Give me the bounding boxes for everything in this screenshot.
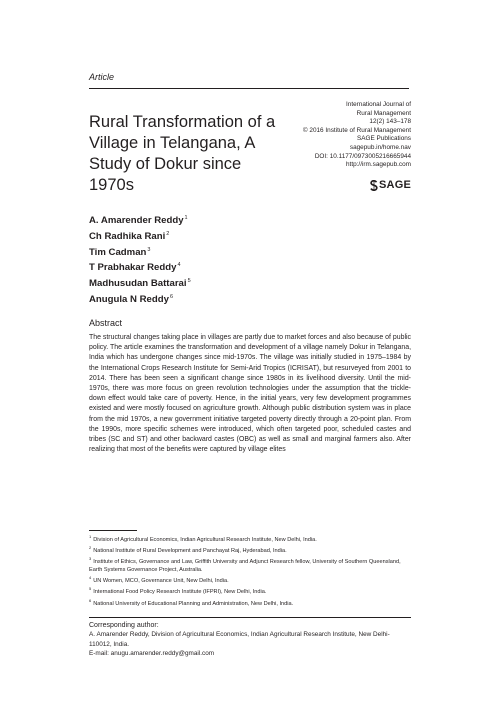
affiliation-marker[interactable]: 1 [184,215,188,221]
author-list [89,212,191,307]
footnote-number: 2 [89,545,92,551]
footnote-rule [89,530,137,531]
footnote [89,574,411,585]
affiliation-marker[interactable]: 4 [177,262,181,269]
footnote-number: 5 [89,586,92,592]
affiliation-marker[interactable]: 6 [169,293,174,300]
journal-link[interactable]: http://irm.sagepub.com [345,161,411,169]
footnote-text: National University of Educational Planning and Administration, New Delhi, India. [93,600,294,607]
author-name: A. Amarender Reddy [89,215,184,227]
footnote-text: Institute of Ethics, Governance and Law, Griffith University and Adjunct Research fellow, University of Southern Queensland, Earth Systems Governance Project, Australia. [89,558,401,574]
footnote [89,533,411,544]
author [89,291,191,307]
sage-logo [370,179,411,191]
sage-icon [370,180,378,191]
corresponding-email[interactable]: E-mail: anugu.amarender.reddy@gmail.com [89,649,215,657]
author [89,212,191,228]
author-name: Anugula N Reddy [89,294,169,306]
footnote-number: 3 [89,556,92,562]
footnote-text: UN Women, MCO, Governance Unit, New Delhi, India. [93,578,229,585]
article-type-label: Article [89,72,115,82]
author-name: T Prabhakar Reddy [89,262,177,274]
footnote-number: 1 [89,534,92,539]
footnote [89,555,411,574]
abstract-heading: Abstract [89,318,123,328]
journal-info [250,101,411,170]
author [89,228,191,244]
footnote-text: International Food Policy Research Institute (IFPRI), New Delhi, India. [93,589,267,596]
author-name: Tim Cadman [89,246,147,258]
affiliation-marker[interactable]: 2 [166,230,170,237]
author-name: Ch Radhika Rani [89,230,166,242]
author [89,259,191,275]
footnote-text: Division of Agricultural Economics, Indian Agricultural Research Institute, New Delhi, India. [93,536,317,543]
footnotes [89,533,411,608]
corresponding-heading: Corresponding author: [89,622,159,629]
journal-line: SAGE Publications [357,135,411,143]
footnote [89,544,411,555]
journal-line: Rural Management [356,109,411,117]
footnote-text: National Institute of Rural Development and Panchayat Raj, Hyderabad, India. [93,547,287,554]
journal-line: International Journal of [345,101,411,108]
footnote-number: 6 [89,597,92,603]
footnote-number: 4 [89,575,92,581]
header-rule [89,88,409,89]
affiliation-marker[interactable]: 5 [187,278,191,285]
author [89,244,191,260]
journal-link[interactable]: sagepub.in/home.nav [349,143,411,151]
journal-line: 12(2) 143–178 [369,118,411,126]
corresponding-author [89,621,411,658]
affiliation-marker[interactable]: 3 [147,246,151,253]
footnote [89,597,411,608]
abstract-body: The structural changes taking place in villages are partly due to market forces and also because of public policy. The article examines the transformation and development of a village namely Dokur in Telangana, India which has undergone changes since mid-1970s. The village was initially studied in 1975–1984 by the International Crops Research Institute for Semi-Arid Tropics (ICRISAT), but resurveyed from 2001 to 2014. There has been seen a significant change since 1980s in its livelihood diversity. Until the mid-1970s, there was more focus on green revolution technologies under the assumption that the trickle-down effect would take care of poverty. Hence, in the initial years, very few development programmes existed and were mostly focused on agriculture growth. Although public distribution system was in place from the mid 1970s, a new government initiative targeted poverty directly through a 20-point plan. From the 1990s, more specific schemes were introduced, which often targeted poor, scheduled castes and tribes (SC and ST) and other backward castes (OBC) as well as small and marginal farmers also. After realizing that most of the benefits were captured by village elites [89,334,412,454]
author [89,275,191,291]
author-name: Madhusudan Battarai [89,278,187,290]
sage-logo-text: SAGE [379,179,411,191]
corresponding-address: A. Amarender Reddy, Division of Agricultural Economics, Indian Agricultural Research Institute, New Delhi-110012, India. [89,631,390,648]
footnote [89,585,411,596]
journal-line: © 2016 Institute of Rural Management [302,126,411,134]
journal-doi[interactable]: DOI: 10.1177/0973005216665944 [314,152,411,160]
article-title: Rural Transformation of a Village in Telangana, A Study of Dokur since 1970s [89,113,276,195]
corresponding-rule [89,617,411,618]
